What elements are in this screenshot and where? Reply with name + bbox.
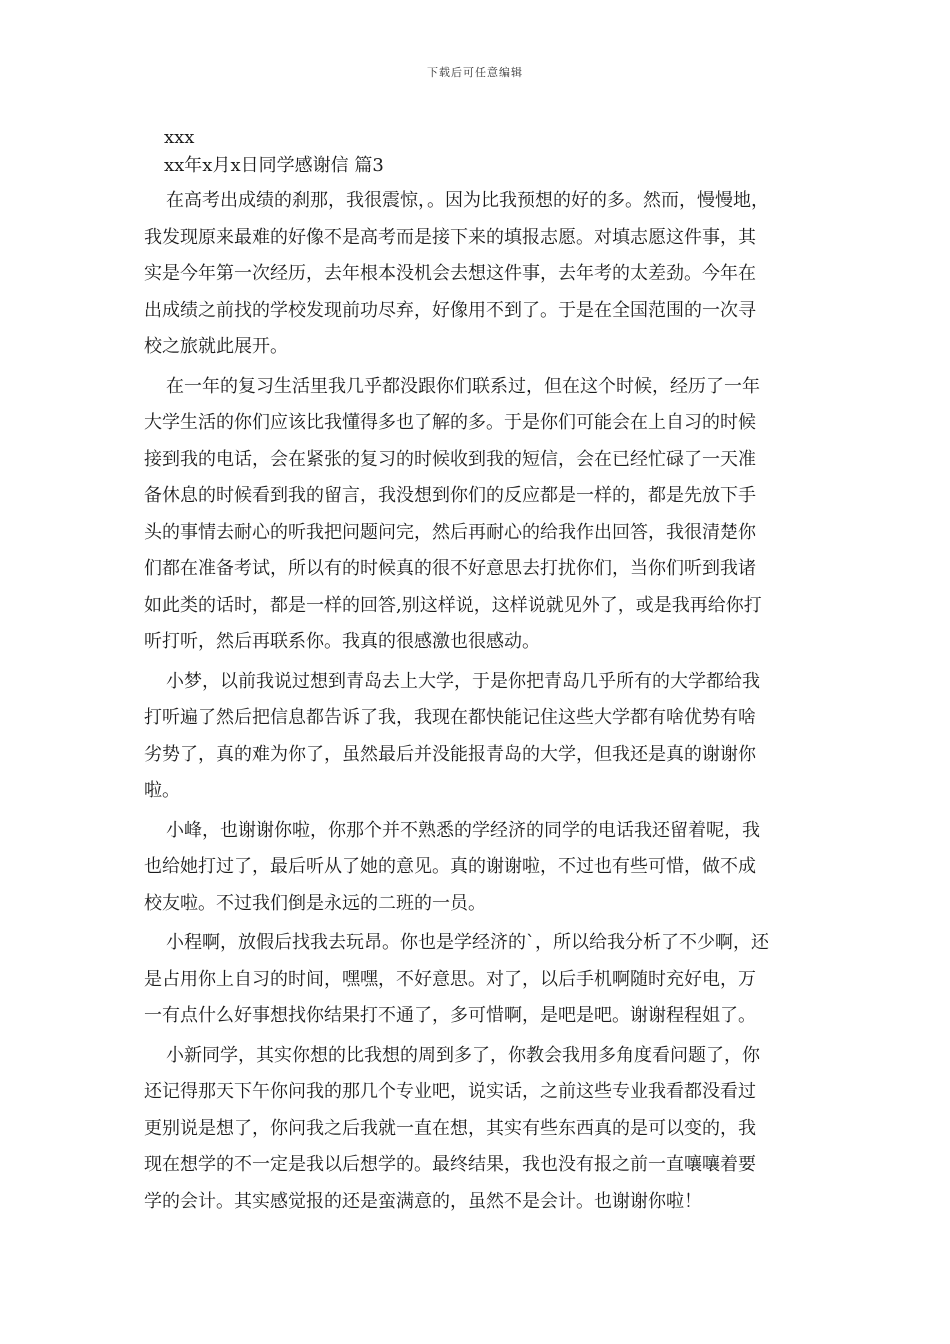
- paragraph: 在高考出成绩的刹那，我很震惊，。因为比我预想的好的多。然而，慢慢地， 我发现原来最难的好像不是高考而是接下来的填报志愿。对填志愿这件事，其 实是今年第一次经历，去年根本没机会去想这件事，去年考的太差劲。今年在 出成绩之前找的学校发现前功尽弃，好像用不到了。于是在全国范围的一次寻 校之旅就此展开。: [144, 190, 769, 357]
- page-header-note: 下载后可任意编辑: [427, 66, 523, 79]
- paragraph: 小梦，以前我说过想到青岛去上大学，于是你把青岛几乎所有的大学都给我 打听遍了然后把信息都告诉了我，我现在都快能记住这些大学都有啥优势有啥 劣势了，真的难为你了，虽然最后并没能报青岛的大学，但我还是真的谢谢你 啦。: [144, 670, 760, 801]
- paragraph: 小峰，也谢谢你啦，你那个并不熟悉的学经济的同学的电话我还留着呢，我 也给她打过了，最后听从了她的意见。真的谢谢啦，不过也有些可惜，做不成 校友啦。不过我们倒是永远的二班的一员。: [144, 819, 760, 914]
- paragraph: 小新同学，其实你想的比我想的周到多了，你教会我用多角度看问题了，你 还记得那天下午你问我的那几个专业吧，说实话，之前这些专业我看都没看过 更别说是想了，你问我之后我就一直在想，其实有些东西真的是可以变的，我 现在想学的不一定是我以后想学的。最终结果，我也没有报之前一直嚷嚷着要 学的会计。其实感觉报的还是蛮满意的，虽然不是会计。也谢谢你啦！: [144, 1044, 760, 1212]
- paragraph: 在一年的复习生活里我几乎都没跟你们联系过，但在这个时候，经历了一年 大学生活的你们应该比我懂得多也了解的多。于是你们可能会在上自习的时候 接到我的电话，会在紧张的复习的时候收到我的短信，会在已经忙碌了一天准 备休息的时候看到我的留言，我没想到你们的反应都是一样的，都是先放下手 头的事情去耐心的听我把问题问完，然后再耐心的给我作出回答，我很清楚你 们都在准备考试，所以有的时候真的很不好意思去打扰你们，当你们听到我诸 如此类的话时，都是一样的回答,别这样说，这样说就见外了，或是我再给你打 听打听，然后再联系你。我真的很感激也很感动。: [144, 375, 762, 652]
- document-body: [144, 124, 808, 1223]
- document-title: xx年x月x日同学感谢信 篇3: [164, 155, 384, 176]
- paragraph: 小程啊，放假后找我去玩昂。你也是学经济的`，所以给我分析了不少啊，还 是占用你上自习的时间，嘿嘿，不好意思。对了，以后手机啊随时充好电，万 一有点什么好事想找你结果打不通了，多可惜啊，是吧是吧。谢谢程程姐了。: [144, 932, 769, 1026]
- signature-line: xxx: [164, 127, 195, 148]
